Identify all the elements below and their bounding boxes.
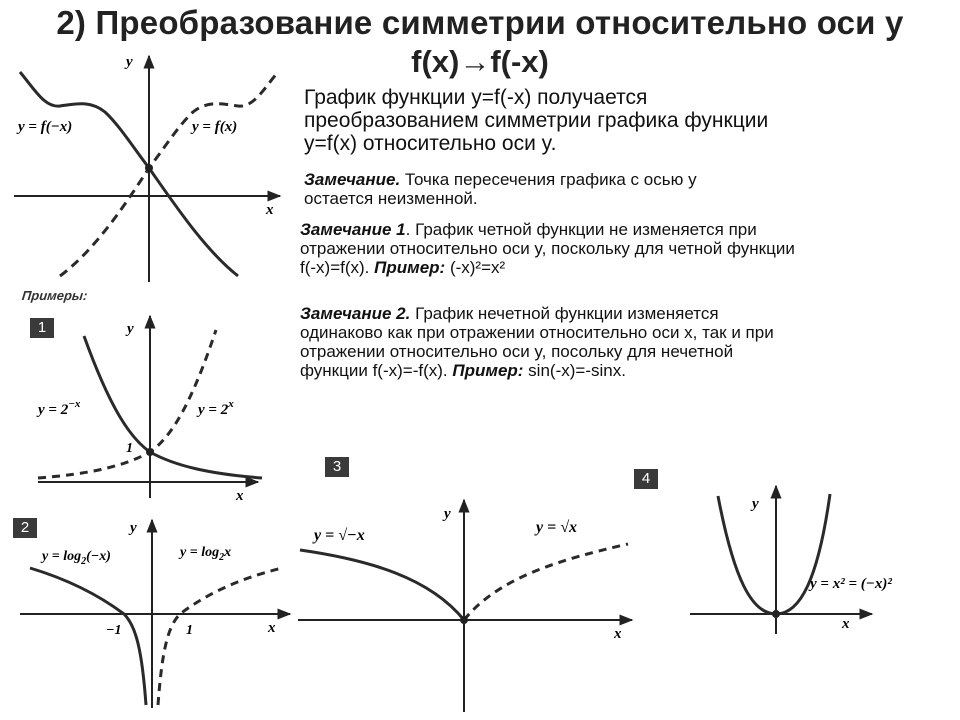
example-text: sin(-x)=-sinx.	[523, 361, 626, 380]
remark-text: остается неизменной.	[304, 189, 478, 208]
x-axis-label: x	[614, 626, 622, 642]
description-line: преобразованием симметрии графика функции	[304, 109, 769, 132]
curve-label-right: $y = 2^x$	[198, 398, 234, 418]
curve-label-right: $y = \log_2x$	[180, 545, 232, 563]
curve-label-right: y = f(x)	[192, 119, 238, 135]
y-axis-label: y	[130, 520, 137, 536]
y-axis-label: y	[444, 506, 451, 522]
remark-text: отражении относительно оси y, поскольку для четной функции	[300, 239, 795, 258]
remark-text: функции f(-x)=-f(x).	[300, 361, 453, 380]
example-label: Пример:	[374, 258, 446, 277]
page-title: 2) Преобразование симметрии относительно оси y	[56, 4, 904, 41]
example-badge-3: 3	[325, 457, 349, 477]
curve-label: y = x² = (−x)²	[810, 576, 892, 592]
y-axis-label: y	[127, 321, 134, 337]
x-axis-label: x	[236, 488, 244, 504]
example-badge-2: 2	[13, 518, 37, 538]
tick-label-pos: 1	[186, 623, 193, 638]
example-text: (-x)²=x²	[445, 258, 506, 277]
example-badge-4: 4	[634, 469, 658, 489]
vertex-point	[772, 610, 780, 618]
curve-x-squared	[718, 494, 830, 614]
y-axis-label: y	[752, 496, 759, 512]
remark-text: f(-x)=f(x).	[300, 258, 375, 277]
curve-label-left: y = √−x	[314, 527, 365, 544]
curve-label-left: y = f(−x)	[18, 119, 73, 135]
intercept-label: 1	[126, 441, 133, 456]
description-line: График функции y=f(-x) получается	[304, 86, 648, 109]
remark-label: Замечание 2.	[300, 304, 411, 323]
curve-label-right: y = √x	[536, 519, 577, 536]
remark-label: Замечание 1	[300, 220, 406, 239]
page-subtitle: f(x)→f(-x)	[411, 44, 549, 79]
curve-label-left: $y = \log_2(-x)$	[42, 549, 111, 567]
example-label: Пример:	[452, 361, 524, 380]
remark-label: Замечание.	[304, 170, 401, 189]
remark-text: Точка пересечения графика с осью y	[400, 170, 697, 189]
remark-text: График нечетной функции изменяется	[410, 304, 719, 323]
remark-text: . График четной функции не изменяется при	[405, 220, 757, 239]
y-axis-label: y	[126, 54, 133, 70]
example-badge-1: 1	[30, 318, 54, 338]
remark-text: отражении относительно оси y, посольку для нечетной	[300, 342, 734, 361]
description-line: y=f(x) относительно оси y.	[304, 132, 557, 155]
x-axis-label: x	[842, 616, 850, 632]
tick-label-neg: −1	[106, 623, 122, 638]
x-axis-label: x	[266, 202, 274, 218]
curve-label-left: $y = 2^{-x}$	[38, 398, 81, 418]
examples-label: Примеры:	[21, 288, 89, 303]
x-axis-label: x	[268, 620, 276, 636]
remark-text: одинаково как при отражении относительно оси x, так и при	[300, 323, 774, 342]
